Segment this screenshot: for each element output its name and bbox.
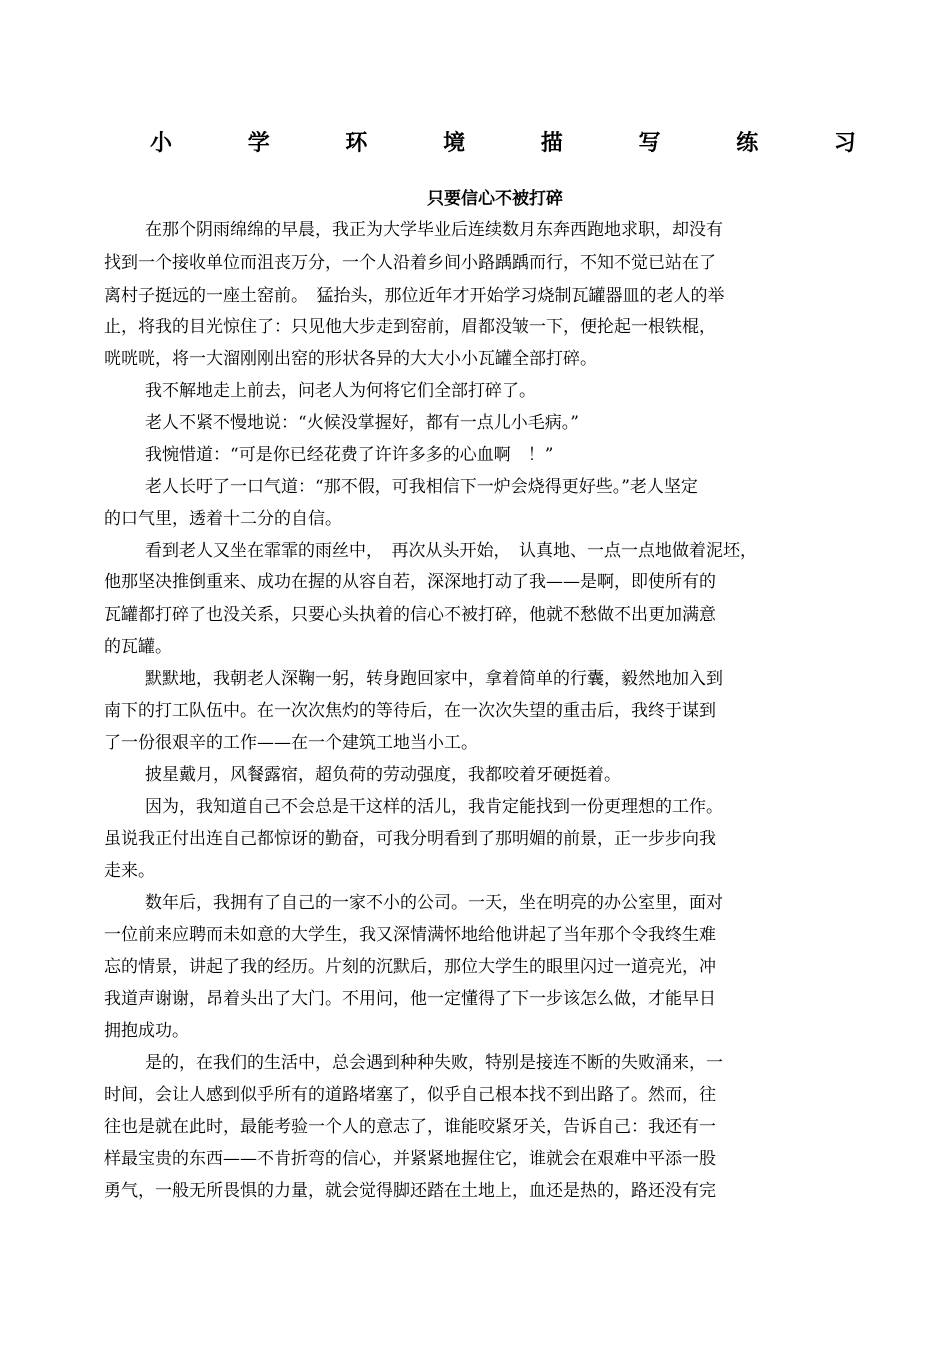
text-line: 瓦罐都打碎了也没关系，只要心头执着的信心不被打碎，他就不愁做不出更加满意 xyxy=(104,605,716,625)
text-line: 一位前来应聘而未如意的大学生，我又深情满怀地给他讲起了当年那个令我终生难 xyxy=(104,925,716,945)
text-line: 因为，我知道自己不会总是干这样的活儿，我肯定能找到一份更理想的工作。 xyxy=(145,797,723,817)
article-title: 只要信心不被打碎 xyxy=(427,189,563,209)
text-line: 数年后，我拥有了自己的一家不小的公司。一天，坐在明亮的办公室里，面对 xyxy=(145,893,723,913)
text-line: 他那坚决推倒重来、成功在握的从容自若，深深地打动了我——是啊，即使所有的 xyxy=(104,572,716,592)
title-char: 小 xyxy=(149,130,172,156)
text-line: 老人长吁了一口气道：“那不假，可我相信下一炉会烧得更好些。”老人坚定 xyxy=(145,477,698,497)
text-line: 是的，在我们的生活中，总会遇到种种失败，特别是接连不断的失败涌来，一 xyxy=(145,1053,723,1073)
text-line: 老人不紧不慢地说：“火候没掌握好，都有一点儿小毛病。” xyxy=(145,413,579,433)
title-char: 学 xyxy=(247,130,270,156)
text-line: 往也是就在此时，最能考验一个人的意志了，谁能咬紧牙关，告诉自己：我还有一 xyxy=(104,1117,716,1137)
text-line: 样最宝贵的东西——不肯折弯的信心，并紧紧地握住它，谁就会在艰难中平添一股 xyxy=(104,1149,716,1169)
text-line: 的口气里，透着十二分的自信。 xyxy=(104,509,342,529)
text-line: 看到老人又坐在霏霏的雨丝中， 再次从头开始， 认真地、一点一点地做着泥坯， xyxy=(145,541,757,561)
text-line: 离村子挺远的一座土窑前。 猛抬头，那位近年才开始学习烧制瓦罐器皿的老人的举 xyxy=(104,286,725,306)
text-line: 走来。 xyxy=(104,861,155,881)
text-line: 南下的打工队伍中。在一次次焦灼的等待后，在一次次失望的重击后，我终于谋到 xyxy=(104,701,716,721)
text-line: 找到一个接收单位而沮丧万分，一个人沿着乡间小路踽踽而行，不知不觉已站在了 xyxy=(104,253,716,273)
text-line: 拥抱成功。 xyxy=(104,1021,189,1041)
text-line: 了一份很艰辛的工作——在一个建筑工地当小工。 xyxy=(104,733,478,753)
text-line: 披星戴月，风餐露宿，超负荷的劳动强度，我都咬着牙硬挺着。 xyxy=(145,765,621,785)
text-line: 止，将我的目光惊住了：只见他大步走到窑前，眉都没皱一下，便抡起一根铁棍， xyxy=(104,317,716,337)
text-line: 虽说我正付出连自己都惊讶的勤奋，可我分明看到了那明媚的前景，正一步步向我 xyxy=(104,829,716,849)
text-line: 我道声谢谢，昂着头出了大门。不用问，他一定懂得了下一步该怎么做，才能早日 xyxy=(104,989,716,1009)
text-line: 咣咣咣，将一大溜刚刚出窑的形状各异的大大小小瓦罐全部打碎。 xyxy=(104,349,597,369)
text-line: 的瓦罐。 xyxy=(104,637,172,657)
document-title xyxy=(148,126,858,160)
text-line: 我不解地走上前去，问老人为何将它们全部打碎了。 xyxy=(145,381,536,401)
text-line: 我惋惜道：“可是你已经花费了许许多多的心血啊 ！” xyxy=(145,445,554,465)
title-char: 描 xyxy=(540,130,563,156)
text-line: 默默地，我朝老人深鞠一躬，转身跑回家中，拿着简单的行囊，毅然地加入到 xyxy=(145,669,723,689)
text-line: 时间，会让人感到似乎所有的道路堵塞了，似乎自己根本找不到出路了。然而，往 xyxy=(104,1085,716,1105)
text-line: 忘的情景，讲起了我的经历。片刻的沉默后，那位大学生的眼里闪过一道亮光，冲 xyxy=(104,957,716,977)
title-char: 境 xyxy=(443,130,466,156)
title-char: 练 xyxy=(736,130,759,156)
text-line: 勇气，一般无所畏惧的力量，就会觉得脚还踏在土地上，血还是热的，路还没有完 xyxy=(104,1181,716,1201)
text-line: 在那个阴雨绵绵的早晨，我正为大学毕业后连续数月东奔西跑地求职，却没有 xyxy=(145,220,723,240)
title-char: 环 xyxy=(345,130,368,156)
title-char: 习 xyxy=(833,130,856,156)
title-char: 写 xyxy=(638,130,661,156)
